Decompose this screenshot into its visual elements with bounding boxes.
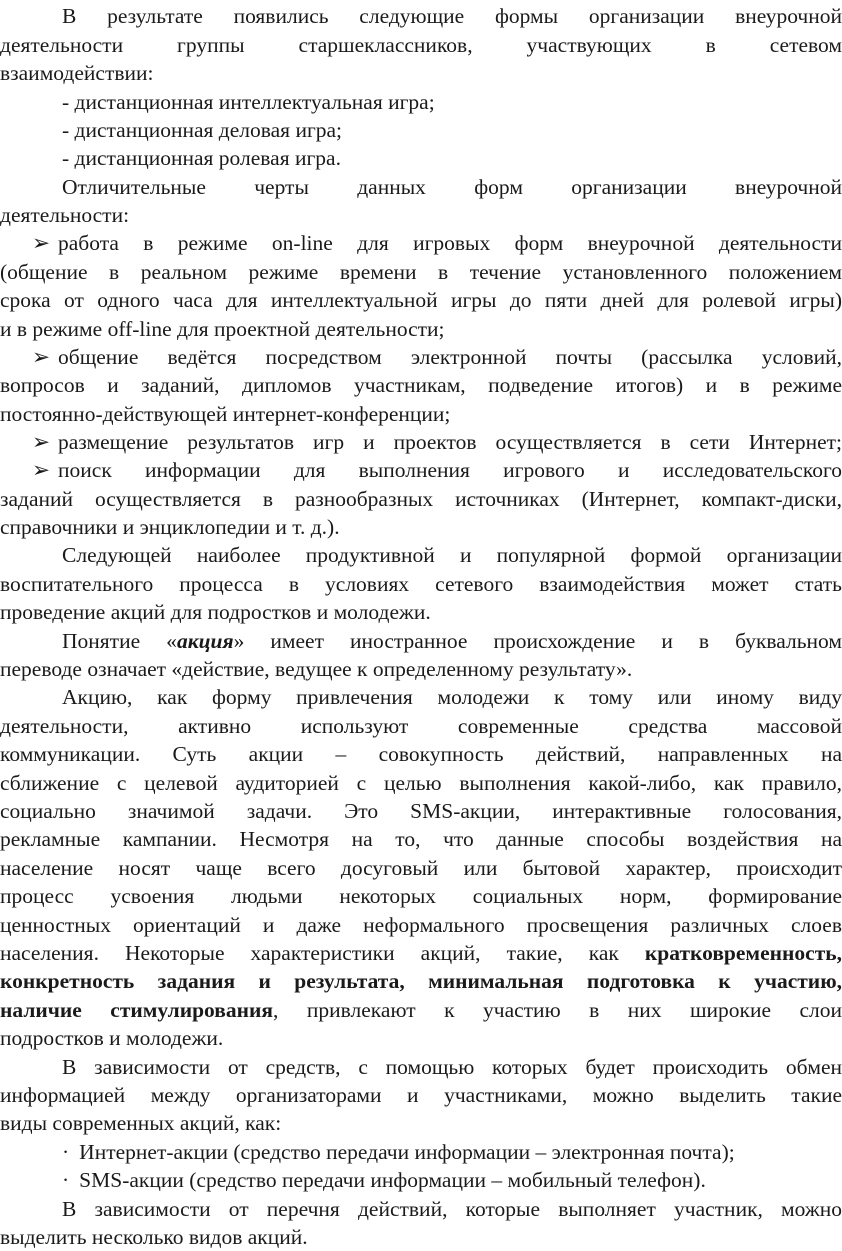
paragraph-line: срока от одного часа для интеллектуальной игры до пяти дней для ролевой игры) — [0, 288, 842, 312]
bullet-text: поиск информации для выполнения игрового и исследовательского — [58, 458, 842, 482]
bold-text: наличие стимулирования — [0, 998, 274, 1022]
paragraph-line: В зависимости от средств, с помощью которых будет происходить обмен — [62, 1055, 842, 1079]
list-item-text: Интернет-акции (средство передачи информации – электронная почта); — [79, 1140, 735, 1164]
arrow-bullet-icon: ➢ — [32, 345, 51, 369]
bold-text: кратковременность, — [644, 941, 842, 965]
paragraph-line: (общение в реальном режиме времени в течение установленного положением — [0, 260, 842, 284]
bold-paragraph-line: конкретность задания и результата, минимальная подготовка к участию, — [0, 969, 842, 993]
paragraph-line: воспитательного процесса в условиях сетевого взаимодействия может стать — [0, 572, 842, 596]
list-item: - дистанционная интеллектуальная игра; — [62, 90, 435, 114]
paragraph-line: Следующей наиболее продуктивной и популярной формой организации — [62, 543, 842, 567]
paragraph-line: деятельности, активно используют современные средства массовой — [0, 714, 842, 738]
paragraph-line: переводе означает «действие, ведущее к определенному результату». — [0, 657, 633, 681]
paragraph-line — [0, 996, 842, 1024]
bullet-item — [32, 229, 842, 257]
paragraph-line: В результате появились следующие формы организации внеурочной — [62, 4, 842, 28]
bullet-text: общение ведётся посредством электронной почты (рассылка условий, — [58, 345, 842, 369]
paragraph-line: информацией между организаторами и участниками, можно выделить такие — [0, 1083, 842, 1107]
paragraph-line: население носят чаще всего досуговый или бытовой характер, происходит — [0, 856, 842, 880]
paragraph-line: деятельности: — [0, 203, 130, 227]
paragraph-line: сближение с целевой аудиторией с целью выполнения какой-либо, как правило, — [0, 771, 842, 795]
bullet-text: размещение результатов игр и проектов осуществляется в сети Интернет; — [58, 430, 842, 454]
paragraph-line: Акцию, как форму привлечения молодежи к тому или иному виду — [62, 685, 842, 709]
paragraph-line: ценностных ориентаций и даже неформального просвещения различных слоев — [0, 913, 842, 937]
paragraph-line: заданий осуществляется в разнообразных источниках (Интернет, компакт-диски, — [0, 487, 842, 511]
paragraph-line: процесс усвоения людьми некоторых социальных норм, формирование — [0, 884, 842, 908]
paragraph-line: социально значимой задачи. Это SMS-акции, интерактивные голосования, — [0, 799, 842, 823]
paragraph-line: Отличительные черты данных форм организации внеурочной — [62, 175, 842, 199]
paragraph-line: проведение акций для подростков и молодежи. — [0, 600, 431, 624]
paragraph-line: взаимодействии: — [0, 61, 154, 85]
paragraph-line: В зависимости от перечня действий, которые выполняет участник, можно — [62, 1197, 842, 1221]
bullet-text: работа в режиме on-line для игровых форм внеурочной деятельности — [58, 231, 842, 255]
paragraph-line — [62, 627, 842, 655]
paragraph-line — [0, 939, 842, 967]
list-item — [62, 1166, 842, 1194]
list-item: - дистанционная деловая игра; — [62, 118, 343, 142]
text-run: населения. Некоторые характеристики акций, такие, как — [0, 941, 645, 965]
paragraph-line: выделить несколько видов акций. — [0, 1225, 308, 1249]
paragraph-line: справочники и энциклопедии и т. д.). — [0, 515, 340, 539]
paragraph-line: деятельности группы старшеклассников, участвующих в сетевом — [0, 33, 842, 57]
list-item-text: SMS-акции (средство передачи информации – мобильный телефон). — [79, 1168, 706, 1192]
arrow-bullet-icon: ➢ — [32, 231, 51, 255]
text-run: Понятие « — [62, 629, 177, 653]
term-emphasis: акция — [176, 629, 234, 653]
paragraph-line: постоянно-действующей интернет-конференции; — [0, 402, 451, 426]
paragraph-line: и в режиме off-line для проектной деятельности; — [0, 317, 445, 341]
text-run: , привлекают к участию в них широкие слои — [273, 998, 842, 1022]
arrow-bullet-icon: ➢ — [32, 430, 51, 454]
paragraph-line: подростков и молодежи. — [0, 1026, 224, 1050]
paragraph-line: виды современных акций, как: — [0, 1111, 282, 1135]
list-item — [62, 1138, 842, 1166]
text-run: » имеет иностранное происхождение и в буквальном — [233, 629, 842, 653]
bullet-item — [32, 343, 842, 371]
dot-bullet-icon: · — [62, 1168, 70, 1192]
paragraph-line: вопросов и заданий, дипломов участникам, подведение итогов) и в режиме — [0, 373, 842, 397]
bullet-item — [32, 456, 842, 484]
list-item: - дистанционная ролевая игра. — [62, 146, 341, 170]
dot-bullet-icon: · — [62, 1140, 70, 1164]
paragraph-line: рекламные кампании. Несмотря на то, что данные способы воздействия на — [0, 827, 842, 851]
arrow-bullet-icon: ➢ — [32, 458, 51, 482]
bullet-item — [32, 428, 842, 456]
paragraph-line: коммуникации. Суть акции – совокупность действий, направленных на — [0, 742, 842, 766]
